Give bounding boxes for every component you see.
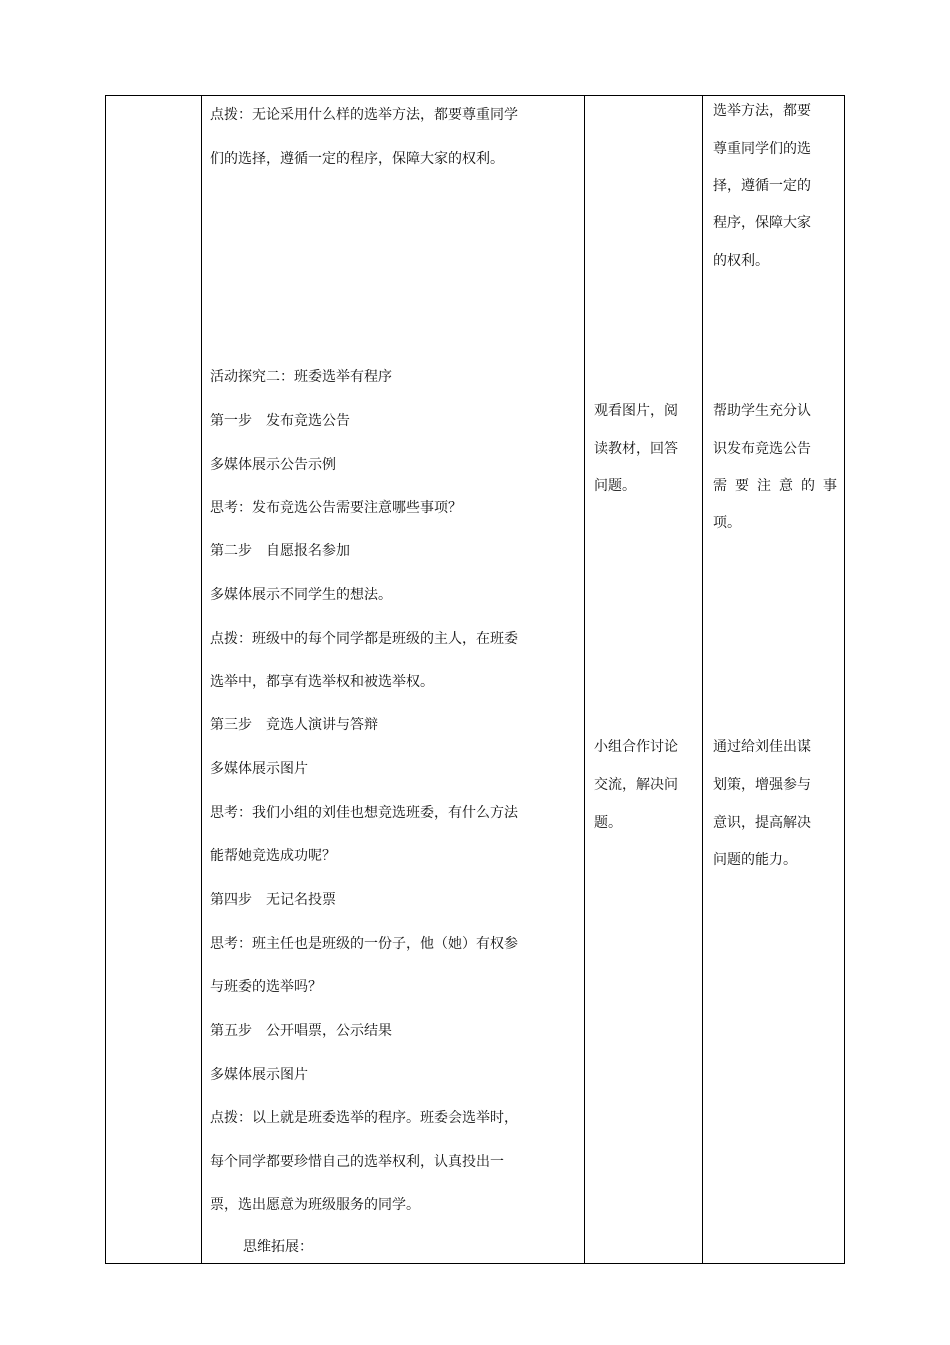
step-2: 第二步 自愿报名参加 (210, 543, 350, 559)
think-4-line-2: 与班委的选举吗？ (210, 979, 322, 995)
intent-1-line-4: 项。 (713, 515, 741, 531)
intent-0-line-5: 的权利。 (713, 253, 769, 269)
activity-1-line-1: 观看图片，阅 (594, 403, 678, 419)
activity-1-line-3: 问题。 (594, 478, 636, 494)
lesson-table (105, 95, 845, 1264)
tip-1-line-1: 点拨：无论采用什么样的选举方法，都要尊重同学 (210, 107, 518, 123)
activity-title: 活动探究二：班委选举有程序 (210, 369, 392, 385)
show-2: 多媒体展示不同学生的想法。 (210, 587, 392, 603)
column-divider-1 (201, 96, 202, 1263)
show-1: 多媒体展示公告示例 (210, 457, 336, 473)
step-4: 第四步 无记名投票 (210, 892, 336, 908)
activity-2-line-1: 小组合作讨论 (594, 739, 678, 755)
intent-2-line-3: 意识，提高解决 (713, 815, 811, 831)
extension-heading: 思维拓展： (243, 1239, 313, 1255)
tip-2-line-2: 选举中，都享有选举权和被选举权。 (210, 674, 434, 690)
intent-2-line-2: 划策，增强参与 (713, 777, 811, 793)
intent-1-line-2: 识发布竞选公告 (713, 441, 811, 457)
step-1: 第一步 发布竞选公告 (210, 413, 350, 429)
think-3-line-1: 思考：我们小组的刘佳也想竞选班委，有什么方法 (210, 805, 518, 821)
intent-2-line-4: 问题的能力。 (713, 852, 797, 868)
step-5: 第五步 公开唱票，公示结果 (210, 1023, 392, 1039)
intent-1-line-1: 帮助学生充分认 (713, 403, 811, 419)
show-5: 多媒体展示图片 (210, 1067, 308, 1083)
step-3: 第三步 竞选人演讲与答辩 (210, 717, 378, 733)
activity-1-line-2: 读教材，回答 (594, 441, 678, 457)
tip-3-line-2: 每个同学都要珍惜自己的选举权利，认真投出一 (210, 1154, 504, 1170)
activity-2-line-2: 交流，解决问 (594, 777, 678, 793)
intent-1-line-3: 需要注意的事 (713, 478, 845, 494)
activity-2-line-3: 题。 (594, 815, 622, 831)
intent-0-line-3: 择，遵循一定的 (713, 178, 811, 194)
think-3-line-2: 能帮她竞选成功呢？ (210, 848, 336, 864)
intent-0-line-4: 程序，保障大家 (713, 215, 811, 231)
intent-0-line-2: 尊重同学们的选 (713, 141, 811, 157)
show-3: 多媒体展示图片 (210, 761, 308, 777)
think-4-line-1: 思考：班主任也是班级的一份子，他（她）有权参 (210, 936, 518, 952)
column-divider-2 (584, 96, 585, 1263)
think-1: 思考：发布竞选公告需要注意哪些事项？ (210, 500, 462, 516)
tip-1-line-2: 们的选择，遵循一定的程序，保障大家的权利。 (210, 151, 504, 167)
intent-2-line-1: 通过给刘佳出谋 (713, 739, 811, 755)
column-divider-3 (702, 96, 703, 1263)
intent-0-line-1: 选举方法，都要 (713, 103, 811, 119)
tip-2-line-1: 点拨：班级中的每个同学都是班级的主人，在班委 (210, 631, 518, 647)
tip-3-line-3: 票，选出愿意为班级服务的同学。 (210, 1197, 420, 1213)
tip-3-line-1: 点拨：以上就是班委选举的程序。班委会选举时， (210, 1110, 518, 1126)
